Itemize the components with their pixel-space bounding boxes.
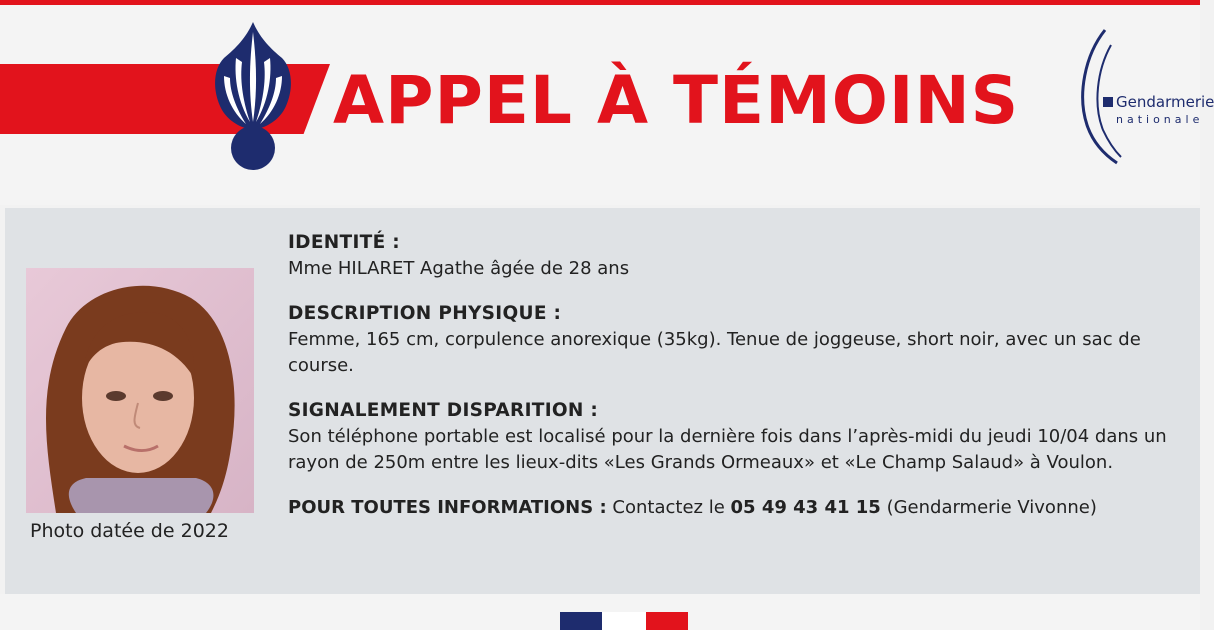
description-section bbox=[288, 301, 1198, 379]
contact-phone[interactable]: 05 49 43 41 15 bbox=[730, 497, 881, 518]
identity-section bbox=[288, 230, 1198, 282]
description-text: Femme, 165 cm, corpulence anorexique (35kg). Tenue de joggeuse, short noir, avec un sac de course. bbox=[288, 329, 1141, 376]
missing-person-photo bbox=[26, 268, 254, 513]
disappearance-text: Son téléphone portable est localisé pour la dernière fois dans l’après-midi du jeudi 10/04 dans un rayon de 250m entre les lieux-dits «Les Grands Ormeaux» et «Le Champ Salaud» à Voulon. bbox=[288, 426, 1167, 473]
page-title: APPEL À TÉMOINS bbox=[333, 62, 1020, 139]
photo-caption: Photo datée de 2022 bbox=[30, 520, 229, 542]
details-content bbox=[288, 230, 1198, 521]
contact-label: POUR TOUTES INFORMATIONS : bbox=[288, 497, 607, 518]
contact-prefix: Contactez le bbox=[612, 497, 725, 518]
identity-heading: IDENTITÉ : bbox=[288, 232, 400, 253]
disappearance-heading: SIGNALEMENT DISPARITION : bbox=[288, 400, 599, 421]
description-heading: DESCRIPTION PHYSIQUE : bbox=[288, 303, 562, 324]
logo-subtitle: nationale bbox=[1116, 113, 1204, 126]
identity-text: Mme HILARET Agathe âgée de 28 ans bbox=[288, 258, 630, 279]
disappearance-section bbox=[288, 398, 1198, 476]
logo-name: Gendarmerie bbox=[1116, 93, 1214, 111]
french-flag-icon bbox=[560, 612, 688, 630]
contact-suffix: (Gendarmerie Vivonne) bbox=[886, 497, 1097, 518]
contact-line bbox=[288, 495, 1198, 521]
grenade-emblem-icon bbox=[206, 18, 300, 173]
